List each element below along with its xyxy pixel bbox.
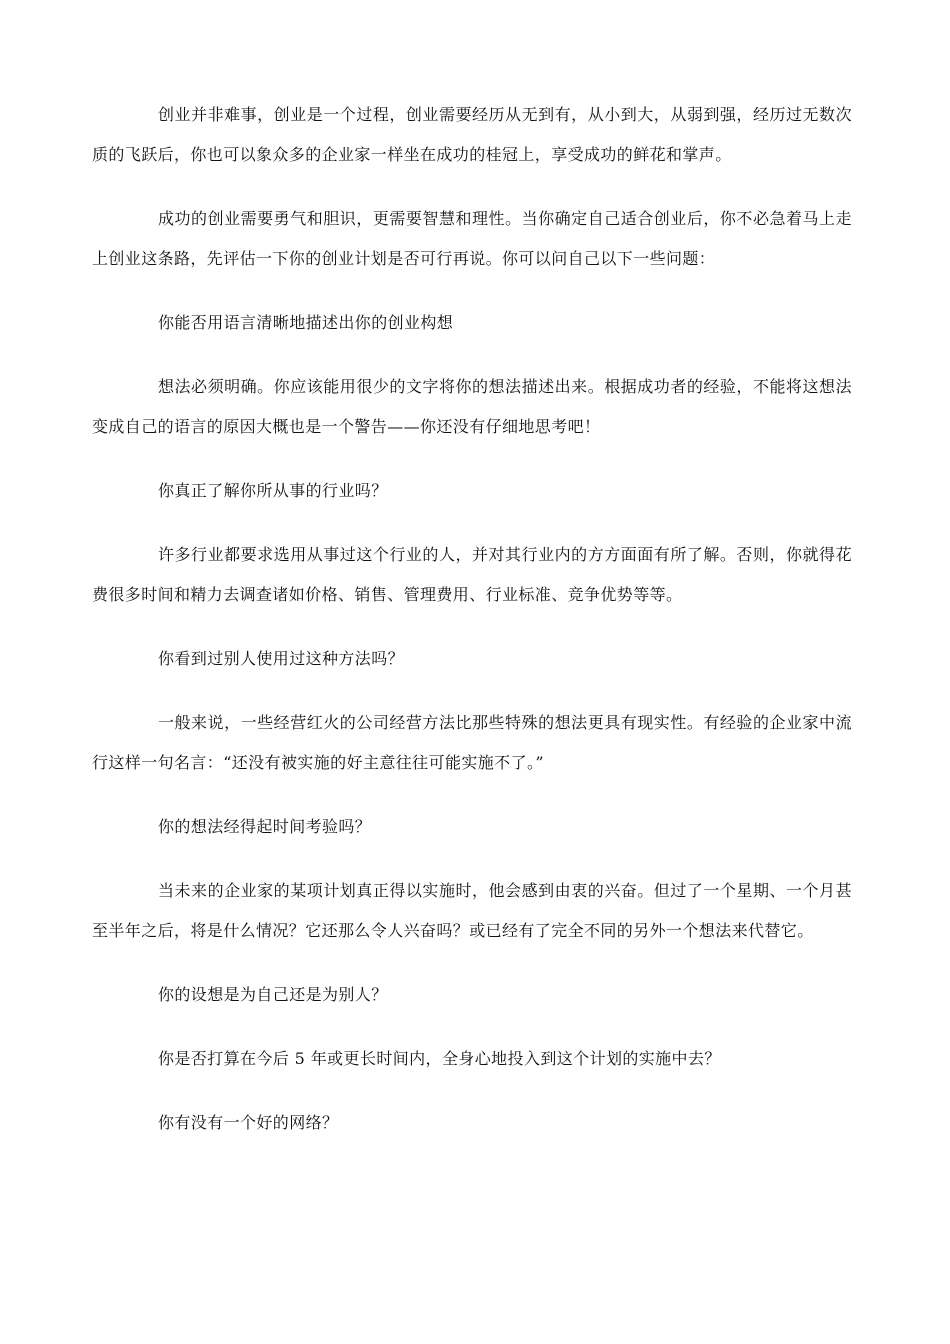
question-heading: 你的设想是为自己还是为别人？ <box>158 985 388 1004</box>
question-heading: 你有没有一个好的网络？ <box>158 1113 339 1132</box>
document-body <box>92 95 852 1167</box>
paragraph: 想法必须明确。你应该能用很少的文字将你的想法描述出来。根据成功者的经验，不能将这想法变成自己的语言的原因大概也是一个警告——你还没有仔细地思考吧！ <box>92 377 852 436</box>
question-heading: 你能否用语言清晰地描述出你的创业构想 <box>158 313 454 332</box>
question-heading: 你是否打算在今后 5 年或更长时间内，全身心地投入到这个计划的实施中去？ <box>158 1049 721 1068</box>
paragraph: 成功的创业需要勇气和胆识，更需要智慧和理性。当你确定自己适合创业后，你不必急着马上走上创业这条路，先评估一下你的创业计划是否可行再说。你可以问自己以下一些问题： <box>92 209 852 268</box>
question-heading: 你的想法经得起时间考验吗？ <box>158 817 372 836</box>
paragraph: 一般来说，一些经营红火的公司经营方法比那些特殊的想法更具有现实性。有经验的企业家中流行这样一句名言：“还没有被实施的好主意往往可能实施不了。” <box>92 713 852 772</box>
question-heading: 你看到过别人使用过这种方法吗？ <box>158 649 405 668</box>
paragraph: 创业并非难事，创业是一个过程，创业需要经历从无到有，从小到大，从弱到强，经历过无数次质的飞跃后，你也可以象众多的企业家一样坐在成功的桂冠上，享受成功的鲜花和掌声。 <box>92 105 852 164</box>
paragraph: 当未来的企业家的某项计划真正得以实施时，他会感到由衷的兴奋。但过了一个星期、一个月甚至半年之后，将是什么情况？它还那么令人兴奋吗？或已经有了完全不同的另外一个想法来代替它。 <box>92 881 852 940</box>
question-heading: 你真正了解你所从事的行业吗？ <box>158 481 388 500</box>
paragraph: 许多行业都要求选用从事过这个行业的人，并对其行业内的方方面面有所了解。否则，你就得花费很多时间和精力去调查诸如价格、销售、管理费用、行业标准、竞争优势等等。 <box>92 545 852 604</box>
